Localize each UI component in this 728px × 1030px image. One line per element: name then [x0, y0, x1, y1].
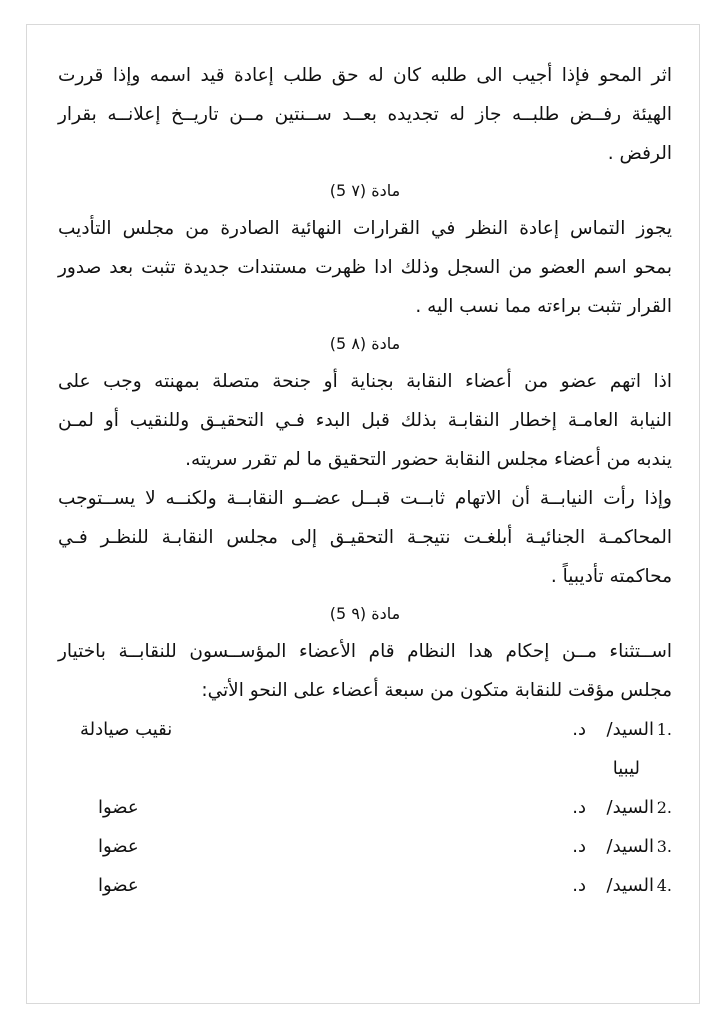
member-number: 3.: [656, 837, 672, 856]
member-title: السيد/: [606, 836, 654, 857]
member-row-continuation: [58, 749, 672, 788]
article-heading-9: مادة (٩ 5): [329, 604, 401, 623]
text-line: يندبه من أعضاء مجلس النقابة حضور التحقيق ما لم تقرر سريته.: [185, 449, 672, 470]
text-line: يجوز التماس إعادة النظر في القرارات النهائية الصادرة من مجلس التأديب: [58, 218, 672, 239]
text-line: النيابة العامـة إخطار النقابـة بذلك قبل البدء فـي التحقيـق وللنقيب أو لمـن: [58, 410, 672, 431]
text-line: المحاكمـة الجنائيـة أبلغـت نتيجـة التحقيـق إلى مجلس النقابـة للنظـر فـي: [58, 527, 672, 548]
text-line: الرفض .: [607, 143, 672, 164]
article-heading-7: مادة (٧ 5): [329, 181, 401, 200]
member-role: عضوا: [98, 875, 139, 896]
text-line: وإذا رأت النيابــة أن الاتهام ثابــت قبــل عضــو النقابــة ولكنــه لا يســتوجب: [58, 488, 672, 509]
text-line: اثر المحو فإذا أجيب الى طلبه كان له حق طلب إعادة قيد اسمه وإذا قررت: [58, 65, 672, 86]
member-role: عضوا: [98, 836, 139, 857]
member-doctor-prefix: د.: [572, 719, 586, 740]
member-number: 2.: [656, 798, 672, 817]
member-role-continuation: ليبيا: [612, 758, 640, 779]
document-body: [58, 56, 672, 905]
member-doctor-prefix: د.: [572, 797, 586, 818]
member-doctor-prefix: د.: [572, 875, 586, 896]
member-title: السيد/: [606, 719, 654, 740]
text-line: بمحو اسم العضو من السجل وذلك ادا ظهرت مستندات جديدة تثبت بعد صدور: [58, 257, 672, 278]
member-number: 4.: [656, 876, 672, 895]
text-line: محاكمته تأديبياً .: [550, 566, 672, 587]
article-heading-8: مادة (٨ 5): [329, 334, 401, 353]
text-line: الهيئة رفــض طلبــه جاز له تجديده بعــد ســنتين مــن تاريــخ إعلانــه بقرار: [58, 104, 672, 125]
text-line: اســتثناء مــن إحكام هدا النظام قام الأعضاء المؤســسون للنقابــة باختيار: [58, 641, 672, 662]
member-number: 1.: [656, 720, 672, 739]
member-doctor-prefix: د.: [572, 836, 586, 857]
member-title: السيد/: [606, 875, 654, 896]
text-line: مجلس مؤقت للنقابة متكون من سبعة أعضاء على النحو الأتي:: [201, 680, 672, 701]
text-line: القرار تثبت براءته مما نسب اليه .: [415, 296, 672, 317]
member-row: [58, 788, 672, 827]
member-row: [58, 710, 672, 749]
member-row: [58, 827, 672, 866]
member-title: السيد/: [606, 797, 654, 818]
member-role: عضوا: [98, 797, 139, 818]
text-line: اذا اتهم عضو من أعضاء النقابة بجناية أو جنحة متصلة بمهنته وجب على: [58, 371, 672, 392]
member-role: نقيب صيادلة: [80, 719, 173, 740]
member-row: [58, 866, 672, 905]
